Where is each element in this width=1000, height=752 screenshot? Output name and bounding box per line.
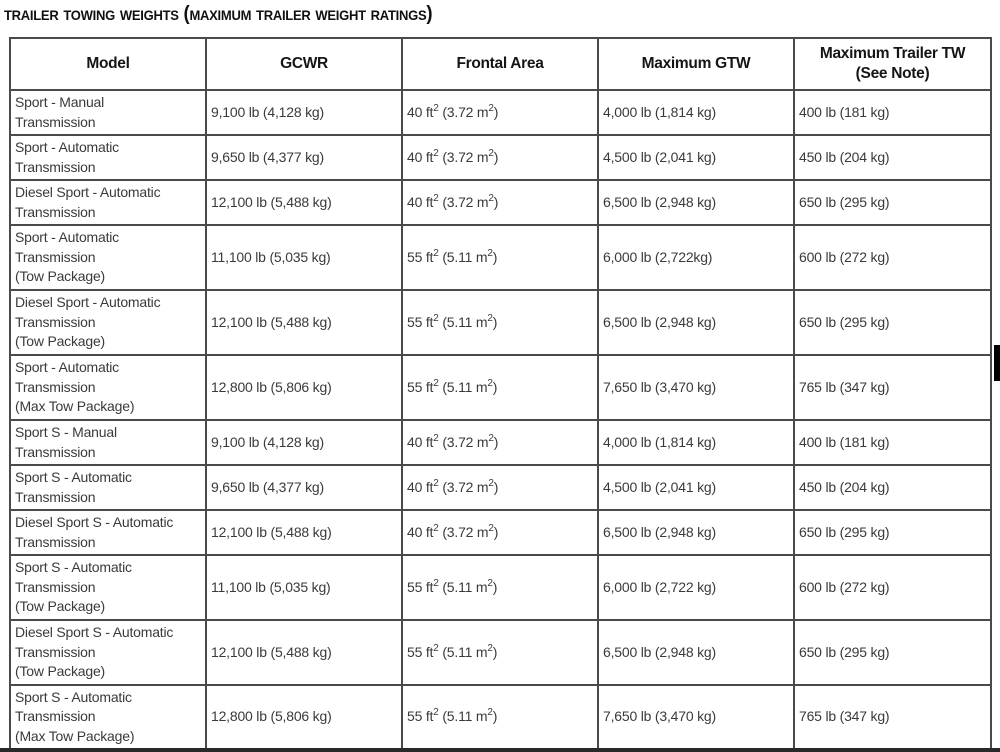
- table-row: [10, 510, 991, 555]
- header-frontal-area: Frontal Area: [402, 38, 598, 90]
- table-row: [10, 465, 991, 510]
- cell-max-trailer-tw: 765 lb (347 kg): [794, 355, 991, 420]
- table-row: [10, 685, 991, 749]
- cell-max-gtw: 6,000 lb (2,722 kg): [598, 555, 794, 620]
- table-body: [10, 90, 991, 749]
- bottom-border: [0, 748, 1000, 752]
- cell-max-trailer-tw: 765 lb (347 kg): [794, 685, 991, 749]
- cell-model: Sport S - Manual Transmission: [10, 420, 206, 465]
- cell-frontal-area: 40 $ft^2$ (3.72 $m^2$): [402, 135, 598, 180]
- cell-gcwr: 12,800 lb (5,806 kg): [206, 355, 402, 420]
- table-row: [10, 90, 991, 135]
- cell-max-trailer-tw: 600 lb (272 kg): [794, 555, 991, 620]
- cell-max-gtw: 4,000 lb (1,814 kg): [598, 420, 794, 465]
- cell-gcwr: 9,100 lb (4,128 kg): [206, 90, 402, 135]
- cell-max-gtw: 6,500 lb (2,948 kg): [598, 510, 794, 555]
- page-edge-marker: [994, 345, 1000, 381]
- cell-max-gtw: 4,500 lb (2,041 kg): [598, 465, 794, 510]
- cell-max-gtw: 6,500 lb (2,948 kg): [598, 290, 794, 355]
- table-title: trailer towing weights (maximum trailer weight ratings): [4, 3, 433, 25]
- cell-max-trailer-tw: 650 lb (295 kg): [794, 290, 991, 355]
- cell-max-trailer-tw: 650 lb (295 kg): [794, 620, 991, 685]
- cell-gcwr: 12,800 lb (5,806 kg): [206, 685, 402, 749]
- cell-model: Sport - Manual Transmission: [10, 90, 206, 135]
- cell-frontal-area: 55 $ft^2$ (5.11 $m^2$): [402, 555, 598, 620]
- cell-model: Sport - Automatic Transmission: [10, 135, 206, 180]
- towing-weights-table: [9, 37, 992, 750]
- cell-model: Diesel Sport S - Automatic Transmission: [10, 510, 206, 555]
- cell-frontal-area: 40 $ft^2$ (3.72 $m^2$): [402, 90, 598, 135]
- header-max-gtw: Maximum GTW: [598, 38, 794, 90]
- table-row: [10, 290, 991, 355]
- header-model: Model: [10, 38, 206, 90]
- cell-max-gtw: 6,500 lb (2,948 kg): [598, 620, 794, 685]
- cell-frontal-area: 55 $ft^2$ (5.11 $m^2$): [402, 685, 598, 749]
- cell-model: Sport - Automatic Transmission (Tow Package): [10, 225, 206, 290]
- cell-frontal-area: 40 $ft^2$ (3.72 $m^2$): [402, 180, 598, 225]
- cell-max-gtw: 7,650 lb (3,470 kg): [598, 685, 794, 749]
- cell-frontal-area: 55 $ft^2$ (5.11 $m^2$): [402, 290, 598, 355]
- cell-frontal-area: 40 $ft^2$ (3.72 $m^2$): [402, 465, 598, 510]
- cell-model: Diesel Sport S - Automatic Transmission (Tow Package): [10, 620, 206, 685]
- cell-gcwr: 11,100 lb (5,035 kg): [206, 555, 402, 620]
- table-row: [10, 225, 991, 290]
- cell-model: Sport S - Automatic Transmission (Max Tow Package): [10, 685, 206, 749]
- cell-gcwr: 9,650 lb (4,377 kg): [206, 465, 402, 510]
- cell-frontal-area: 55 $ft^2$ (5.11 $m^2$): [402, 620, 598, 685]
- cell-max-gtw: 7,650 lb (3,470 kg): [598, 355, 794, 420]
- cell-frontal-area: 40 $ft^2$ (3.72 $m^2$): [402, 420, 598, 465]
- table-row: [10, 420, 991, 465]
- cell-model: Diesel Sport - Automatic Transmission: [10, 180, 206, 225]
- cell-gcwr: 11,100 lb (5,035 kg): [206, 225, 402, 290]
- cell-max-gtw: 4,000 lb (1,814 kg): [598, 90, 794, 135]
- header-max-trailer-tw: Maximum Trailer TW (See Note): [794, 38, 991, 90]
- cell-max-gtw: 6,000 lb (2,722kg): [598, 225, 794, 290]
- cell-max-trailer-tw: 450 lb (204 kg): [794, 135, 991, 180]
- header-gcwr: GCWR: [206, 38, 402, 90]
- table-row: [10, 355, 991, 420]
- cell-max-trailer-tw: 600 lb (272 kg): [794, 225, 991, 290]
- cell-model: Sport S - Automatic Transmission (Tow Package): [10, 555, 206, 620]
- header-row: [10, 38, 991, 90]
- cell-max-trailer-tw: 450 lb (204 kg): [794, 465, 991, 510]
- cell-frontal-area: 40 $ft^2$ (3.72 $m^2$): [402, 510, 598, 555]
- cell-frontal-area: 55 $ft^2$ (5.11 $m^2$): [402, 225, 598, 290]
- cell-max-gtw: 6,500 lb (2,948 kg): [598, 180, 794, 225]
- cell-gcwr: 9,650 lb (4,377 kg): [206, 135, 402, 180]
- cell-model: Sport - Automatic Transmission (Max Tow Package): [10, 355, 206, 420]
- cell-max-trailer-tw: 650 lb (295 kg): [794, 180, 991, 225]
- cell-model: Diesel Sport - Automatic Transmission (Tow Package): [10, 290, 206, 355]
- cell-max-trailer-tw: 650 lb (295 kg): [794, 510, 991, 555]
- table-row: [10, 620, 991, 685]
- cell-gcwr: 12,100 lb (5,488 kg): [206, 290, 402, 355]
- cell-gcwr: 12,100 lb (5,488 kg): [206, 620, 402, 685]
- table-row: [10, 180, 991, 225]
- table-row: [10, 555, 991, 620]
- cell-gcwr: 9,100 lb (4,128 kg): [206, 420, 402, 465]
- cell-frontal-area: 55 $ft^2$ (5.11 $m^2$): [402, 355, 598, 420]
- cell-max-trailer-tw: 400 lb (181 kg): [794, 420, 991, 465]
- table-row: [10, 135, 991, 180]
- cell-gcwr: 12,100 lb (5,488 kg): [206, 510, 402, 555]
- cell-gcwr: 12,100 lb (5,488 kg): [206, 180, 402, 225]
- cell-max-trailer-tw: 400 lb (181 kg): [794, 90, 991, 135]
- cell-model: Sport S - Automatic Transmission: [10, 465, 206, 510]
- cell-max-gtw: 4,500 lb (2,041 kg): [598, 135, 794, 180]
